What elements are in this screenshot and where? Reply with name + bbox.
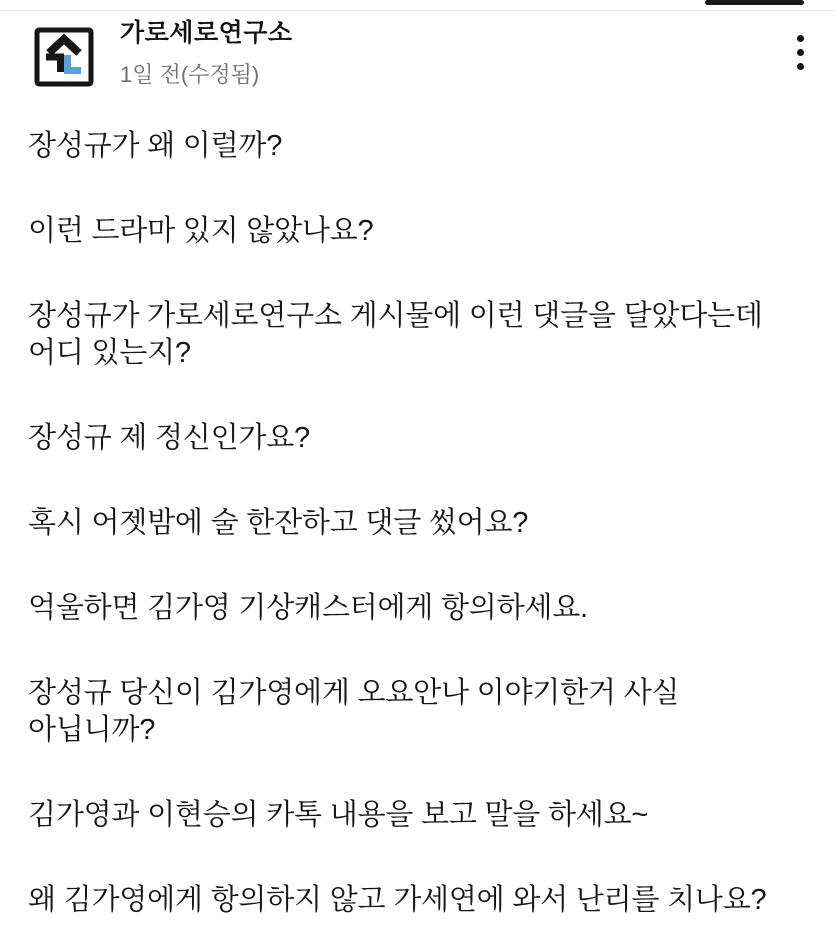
paragraph-line: 장성규 당신이 김가영에게 오요안나 이야기한거 사실 — [28, 677, 680, 709]
top-bar-fragment — [705, 0, 804, 5]
paragraph-line: 아닙니까? — [28, 714, 156, 746]
paragraph-line: 억울하면 김가영 기상캐스터에게 항의하세요. — [28, 592, 588, 624]
post-paragraph — [28, 882, 813, 919]
paragraph-line: 장성규가 왜 이럴까? — [28, 130, 283, 162]
kebab-menu-icon — [797, 35, 804, 42]
post-body — [28, 128, 813, 944]
paragraph-line: 김가영과 이현승의 카톡 내용을 보고 말을 하세요~ — [28, 799, 649, 831]
paragraph-line: 혹시 어젯밤에 술 한잔하고 댓글 썼어요? — [28, 507, 529, 539]
kebab-menu-icon — [797, 49, 804, 56]
post-paragraph — [28, 590, 813, 627]
post-paragraph — [28, 797, 813, 834]
post-timestamp: 1일 전(수정됨) — [120, 62, 260, 87]
paragraph-line: 왜 김가영에게 항의하지 않고 가세연에 와서 난리를 치나요? — [28, 884, 767, 916]
channel-name[interactable]: 가로세로연구소 — [120, 19, 293, 47]
paragraph-line: 이런 드라마 있지 않았나요? — [28, 215, 374, 247]
post-paragraph — [28, 420, 813, 457]
kebab-menu-icon — [797, 63, 804, 70]
post-paragraph — [28, 213, 813, 250]
post-paragraph — [28, 298, 813, 372]
paragraph-line: 장성규가 가로세로연구소 게시물에 이런 댓글을 달았다는데 — [28, 300, 763, 332]
post-paragraph — [28, 128, 813, 165]
header-divider — [0, 10, 835, 11]
paragraph-line: 어디 있는지? — [28, 337, 191, 369]
paragraph-line: 장성규 제 정신인가요? — [28, 422, 310, 454]
post-paragraph — [28, 505, 813, 542]
garosero-logo-icon — [33, 26, 95, 88]
kebab-menu-button[interactable] — [782, 26, 818, 78]
post-paragraph — [28, 675, 813, 749]
channel-avatar[interactable] — [33, 26, 95, 88]
